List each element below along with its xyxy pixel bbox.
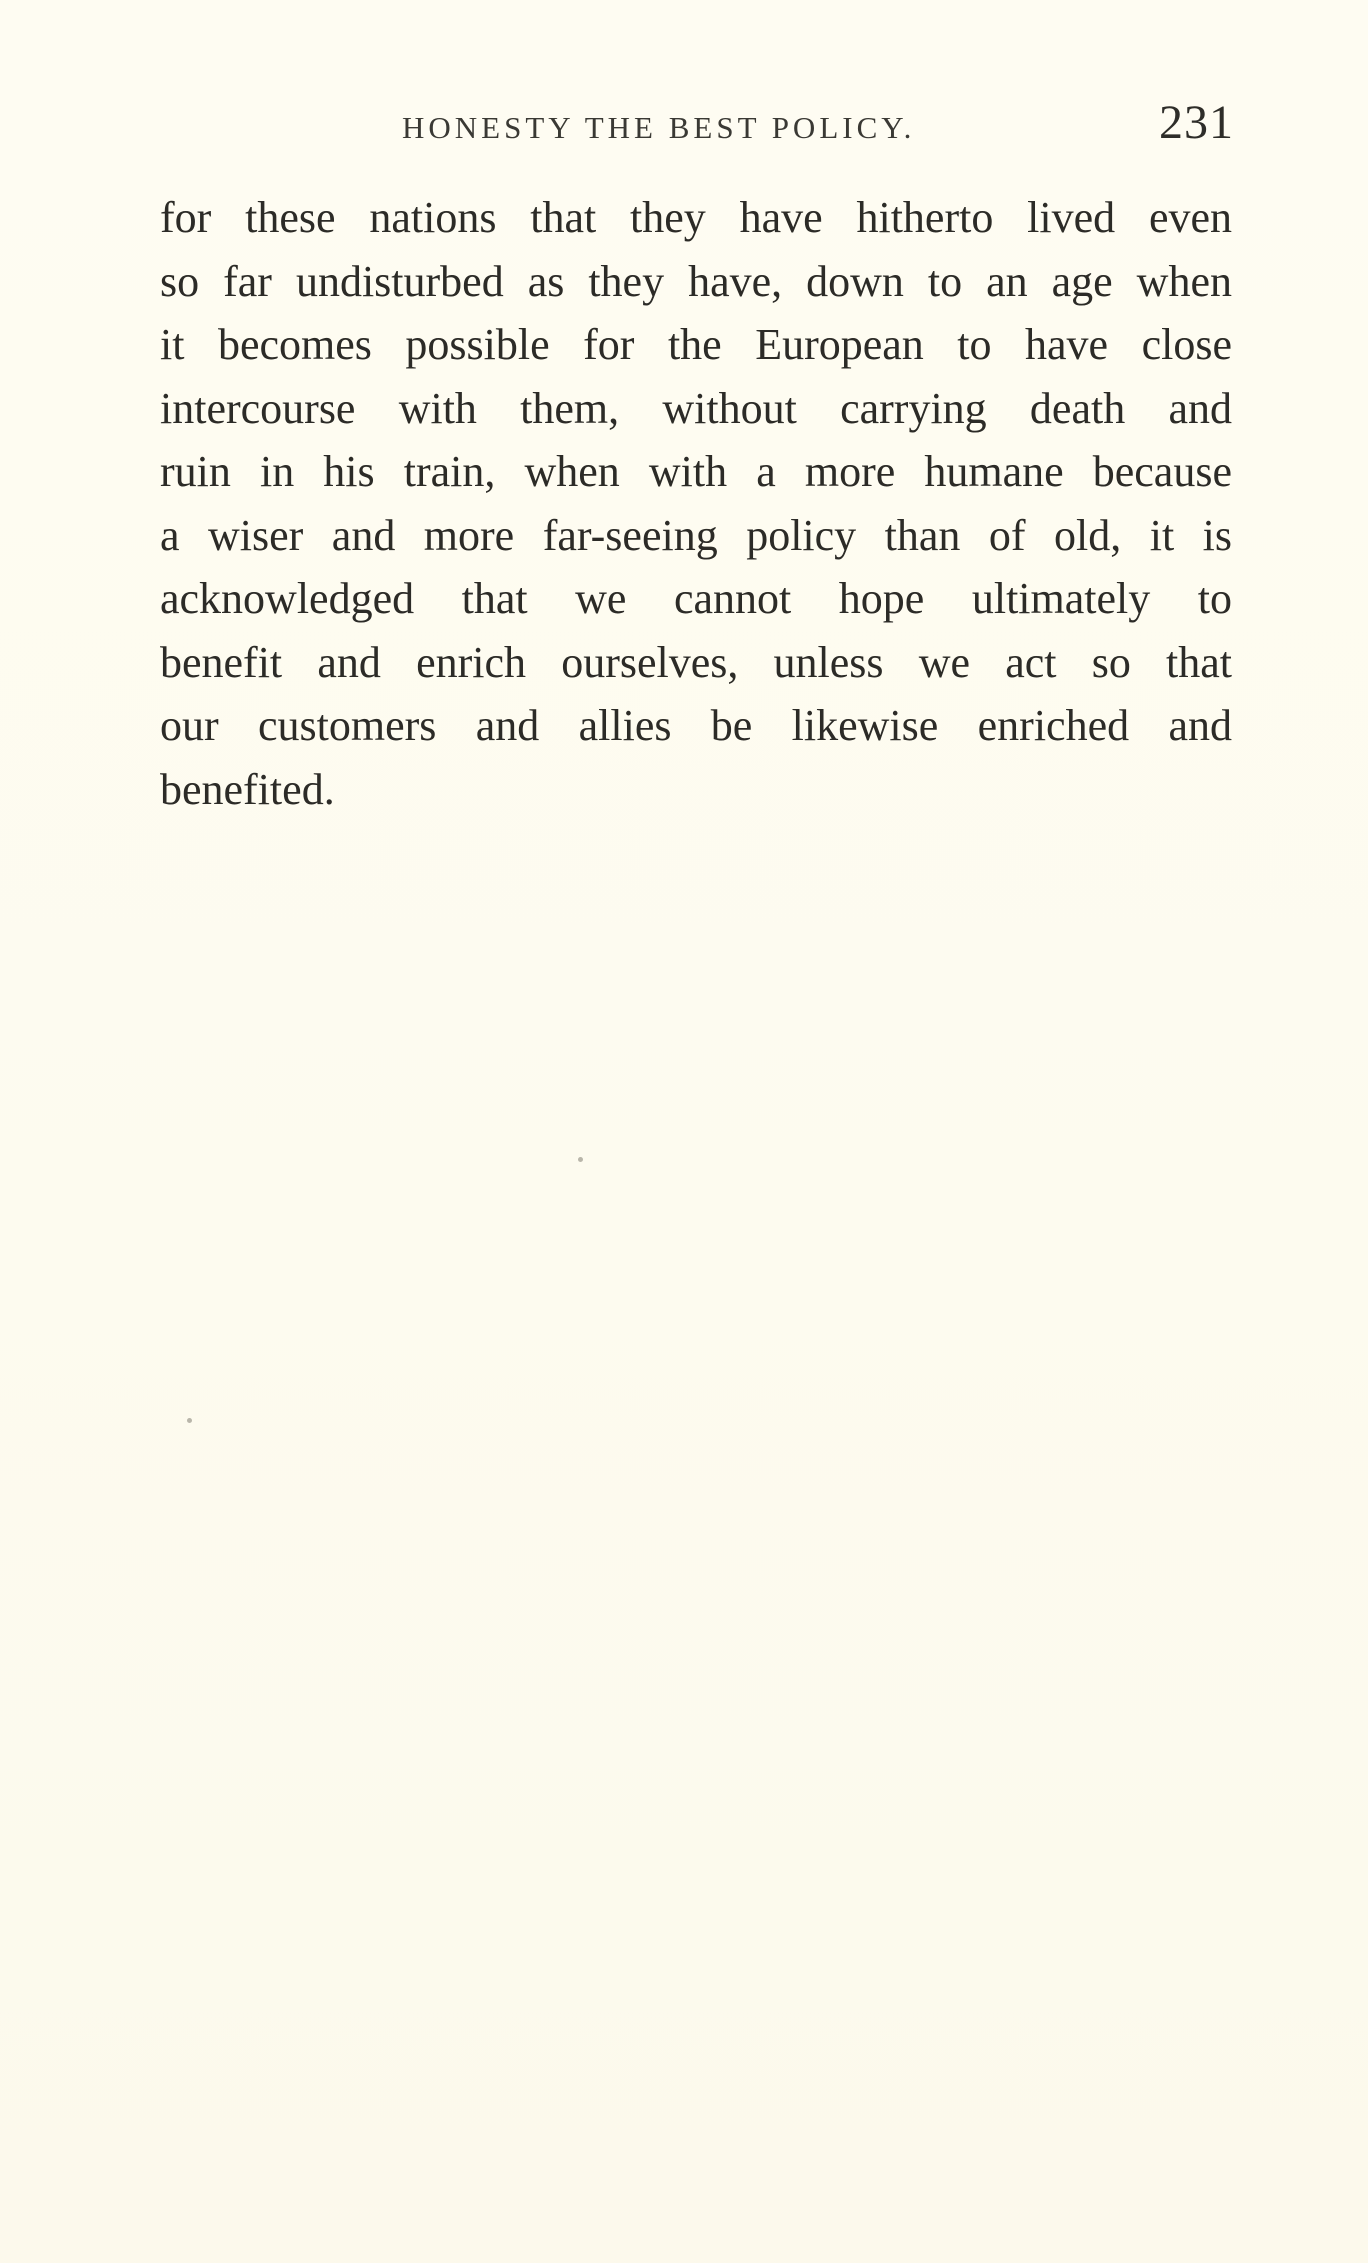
body-paragraph [160, 186, 1232, 821]
running-head: HONESTY THE BEST POLICY. [402, 110, 916, 145]
paper-speck [187, 1418, 192, 1423]
text-line: a wiser and more far-seeing policy than of old, it is [160, 510, 1232, 560]
text-line: so far undisturbed as they have, down to an age when [160, 256, 1232, 306]
text-line: benefited. [160, 764, 335, 814]
text-line: benefit and enrich ourselves, unless we act so that [160, 637, 1232, 687]
text-line: ruin in his train, when with a more humane because [160, 447, 1232, 496]
text-line: intercourse with them, without carrying death and [160, 383, 1232, 433]
text-line: our customers and allies be likewise enriched and [160, 701, 1232, 750]
paper-speck [578, 1157, 583, 1162]
text-line: it becomes possible for the European to have close [160, 320, 1232, 369]
text-line: acknowledged that we cannot hope ultimately to [160, 574, 1232, 623]
text-line: for these nations that they have hitherto lived even [160, 193, 1232, 242]
page-number: 231 [1159, 96, 1234, 149]
